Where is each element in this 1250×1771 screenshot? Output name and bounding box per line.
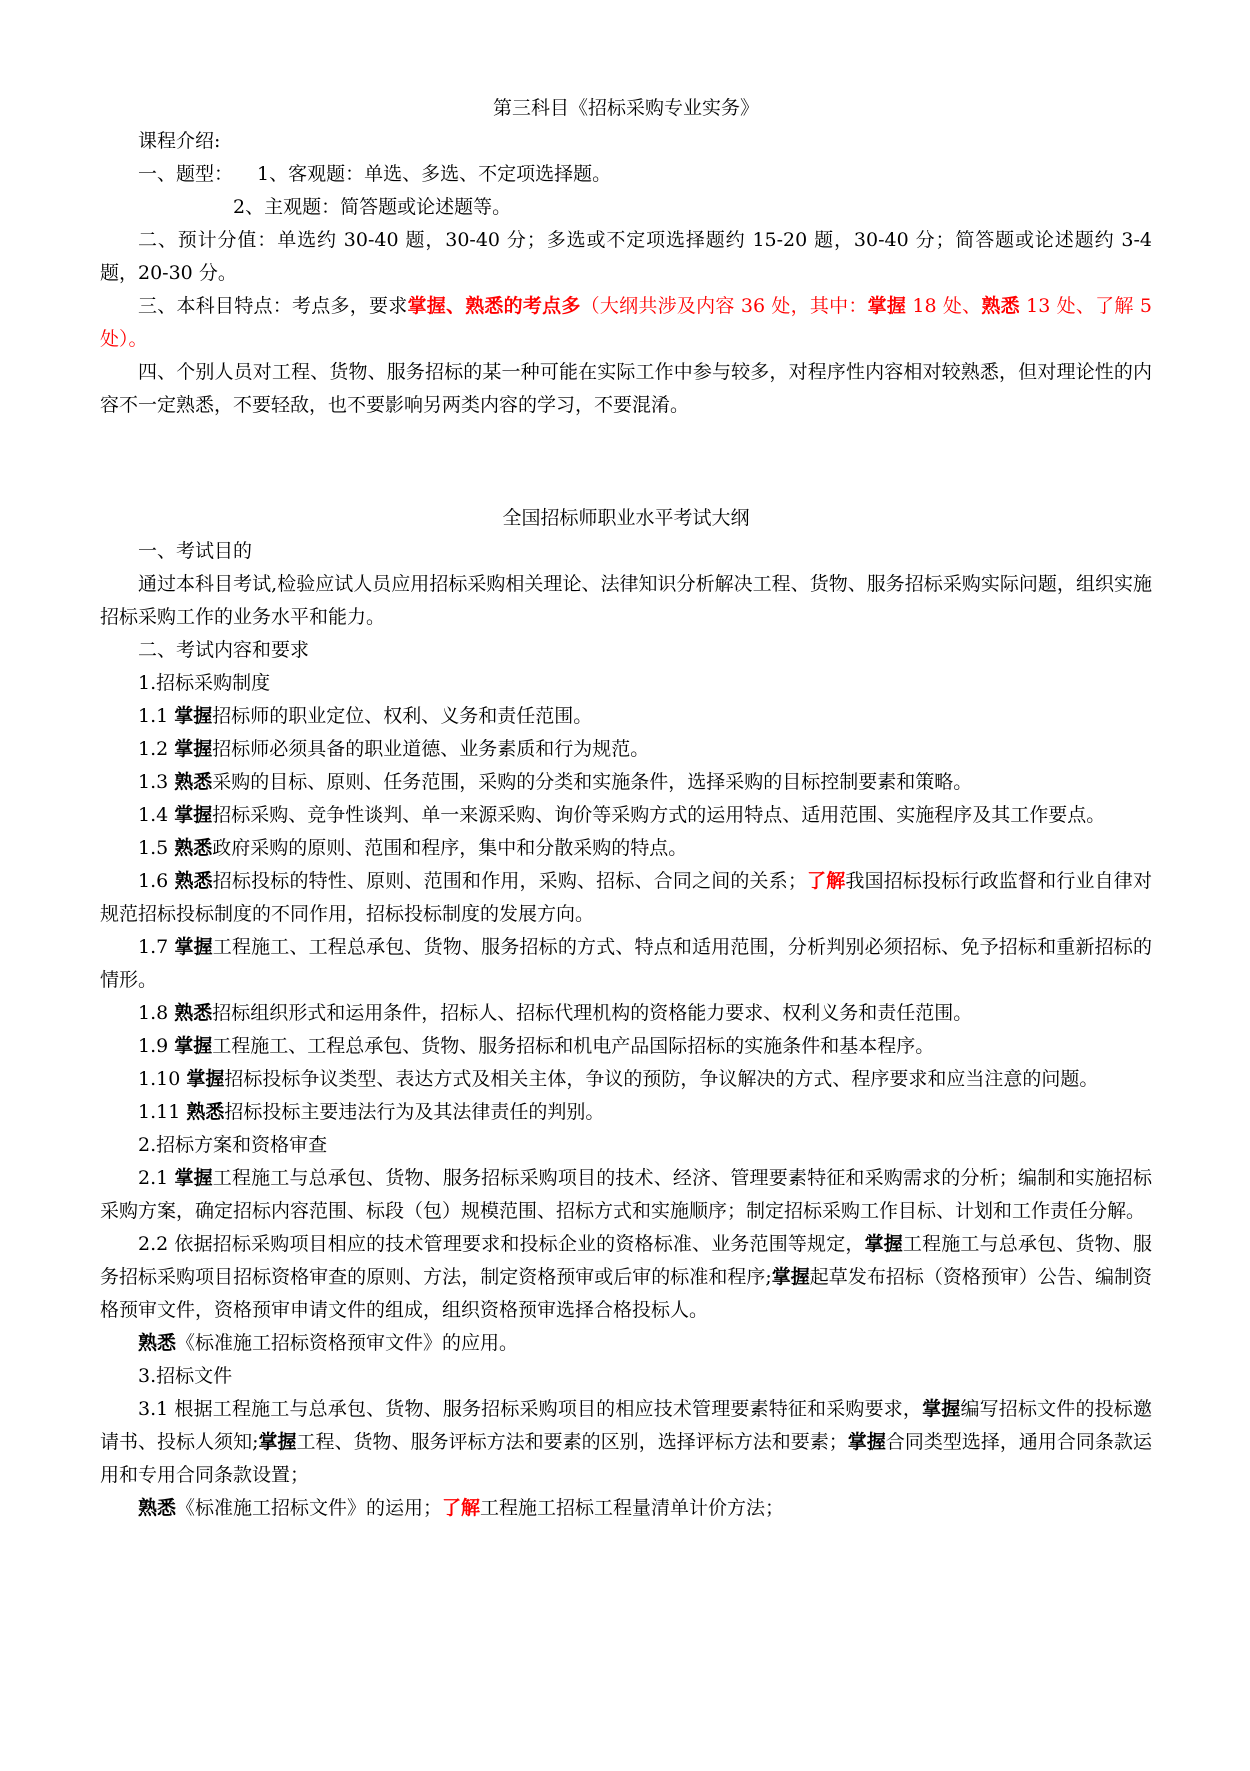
features-bold: 掌握、熟悉的考点多 — [407, 295, 581, 317]
item-number: 1.2 — [138, 738, 175, 760]
item-keyword: 掌握 — [174, 804, 213, 826]
section-heading: 一、考试目的 — [138, 540, 253, 562]
item-keyword: 掌握 — [864, 1233, 903, 1255]
outline-item — [100, 799, 1152, 832]
item-keyword: 熟悉 — [138, 1497, 177, 1519]
item-keyword: 掌握 — [174, 705, 213, 727]
outline-item — [100, 1162, 1152, 1228]
item-keyword: 熟悉 — [174, 870, 213, 892]
outline-item — [100, 865, 1152, 931]
item-text: 编写招标文件的投标邀请书、投标人须知; — [100, 1398, 1152, 1453]
item-number: 1.3 — [138, 771, 175, 793]
chapter-heading: 2.招标方案和资格审查 — [138, 1134, 328, 1156]
item-text: 工程施工、工程总承包、货物、服务招标和机电产品国际招标的实施条件和基本程序。 — [212, 1035, 935, 1057]
item-number: 1.6 — [138, 870, 175, 892]
item-text: 《标准施工招标文件》的运用； — [176, 1497, 443, 1519]
outline-item — [100, 832, 1152, 865]
score-distribution: 二、预计分值：单选约 30-40 题，30-40 分；多选或不定项选择题约 15-20 题，30-40 分；简答题或论述题约 3-4 题，20-30 分。 — [100, 229, 1152, 284]
outline-item — [100, 1228, 1152, 1327]
question-types-label: 一、题型： — [138, 163, 234, 185]
item-number: 1.8 — [138, 1002, 175, 1024]
outline-item — [100, 1393, 1152, 1492]
exam-purpose-text: 通过本科目考试,检验应试人员应用招标采购相关理论、法律知识分析解决工程、货物、服务招标采购实际问题，组织实施招标采购工作的业务水平和能力。 — [100, 573, 1152, 628]
item-keyword: 掌握 — [922, 1398, 961, 1420]
outline-item — [100, 1063, 1152, 1096]
item-text: 招标师的职业定位、权利、义务和责任范围。 — [212, 705, 593, 727]
features-red-3: 13 处、了解 5 处）。 — [100, 295, 1152, 350]
item-text: 2.2 依据招标采购项目相应的技术管理要求和投标企业的资格标准、业务范围等规定， — [138, 1233, 865, 1255]
outline-item — [100, 766, 1152, 799]
item-text: 招标投标争议类型、表达方式及相关主体，争议的预防，争议解决的方式、程序要求和应当注意的问题。 — [224, 1068, 1099, 1090]
item-text: 《标准施工招标资格预审文件》的应用。 — [176, 1332, 519, 1354]
item-keyword: 掌握 — [771, 1266, 810, 1288]
item-text: 政府采购的原则、范围和程序，集中和分散采购的特点。 — [212, 837, 688, 859]
item-number: 1.1 — [138, 705, 175, 727]
item-text: 招标采购、竞争性谈判、单一来源采购、询价等采购方式的运用特点、适用范围、实施程序及其工作要点。 — [212, 804, 1106, 826]
item-keyword: 掌握 — [174, 936, 213, 958]
outline-item — [100, 1096, 1152, 1129]
question-type-objective: 1、客观题：单选、多选、不定项选择题。 — [257, 163, 612, 185]
item-keyword: 熟悉 — [174, 837, 213, 859]
item-text: 招标师必须具备的职业道德、业务素质和行为规范。 — [212, 738, 650, 760]
item-keyword: 熟悉 — [174, 771, 213, 793]
outline-item — [100, 1030, 1152, 1063]
item-keyword-red: 了解 — [806, 870, 846, 892]
subject-features — [100, 290, 1152, 356]
item-keyword: 熟悉 — [174, 1002, 213, 1024]
item-text: 工程施工与总承包、货物、服务招标采购项目的技术、经济、管理要素特征和采购需求的分析；编制和实施招标采购方案，确定招标内容范围、标段（包）规模范围、招标方式和实施顺序；制定招标采购工作目标、计划和工作责任分解。 — [100, 1167, 1152, 1222]
item-text: 工程施工与总承包、货物、服务招标采购项目招标资格审查的原则、方法，制定资格预审或后审的标准和程序; — [100, 1233, 1152, 1288]
item-number: 1.10 — [138, 1068, 187, 1090]
item-keyword: 掌握 — [174, 1035, 213, 1057]
outline-item — [100, 733, 1152, 766]
item-text: 招标投标的特性、原则、范围和作用，采购、招标、合同之间的关系； — [212, 870, 807, 892]
item-number: 1.5 — [138, 837, 175, 859]
document-page — [100, 92, 1152, 1525]
item-keyword: 掌握 — [258, 1431, 297, 1453]
item-text: 合同类型选择，通用合同条款运用和专用合同条款设置； — [100, 1431, 1152, 1486]
outline-item — [100, 931, 1152, 997]
item-text: 招标投标主要违法行为及其法律责任的判别。 — [224, 1101, 605, 1123]
features-bold-2: 掌握 — [867, 295, 907, 317]
outline-item — [100, 1492, 1152, 1525]
item-number: 2.1 — [138, 1167, 175, 1189]
item-text: 工程施工招标工程量清单计价方法； — [480, 1497, 785, 1519]
item-keyword-red: 了解 — [442, 1497, 481, 1519]
item-text: 我国招标投标行政监督和行业自律对规范招标投标制度的不同作用，招标投标制度的发展方向。 — [100, 870, 1152, 925]
item-keyword: 掌握 — [174, 1167, 213, 1189]
outline-item — [100, 997, 1152, 1030]
item-number: 1.7 — [138, 936, 175, 958]
features-red-1: （大纲共涉及内容 36 处，其中： — [580, 295, 868, 317]
study-note: 四、个别人员对工程、货物、服务招标的某一种可能在实际工作中参与较多，对程序性内容相对较熟悉，但对理论性的内容不一定熟悉，不要轻敌，也不要影响另两类内容的学习，不要混淆。 — [100, 361, 1152, 416]
document-title: 第三科目《招标采购专业实务》 — [492, 97, 759, 119]
item-keyword: 熟悉 — [138, 1332, 177, 1354]
outline-item — [100, 700, 1152, 733]
features-red-2: 18 处、 — [906, 295, 982, 317]
item-number: 1.9 — [138, 1035, 175, 1057]
outline-item — [100, 1327, 1152, 1360]
section-heading: 二、考试内容和要求 — [138, 639, 310, 661]
item-text: 工程施工、工程总承包、货物、服务招标的方式、特点和适用范围，分析判别必须招标、免予招标和重新招标的情形。 — [100, 936, 1152, 991]
item-text: 3.1 根据工程施工与总承包、货物、服务招标采购项目的相应技术管理要素特征和采购要求， — [138, 1398, 923, 1420]
item-keyword: 掌握 — [186, 1068, 225, 1090]
features-bold-3: 熟悉 — [981, 295, 1020, 317]
chapter-heading: 1.招标采购制度 — [138, 672, 271, 694]
chapter-heading: 3.招标文件 — [138, 1365, 233, 1387]
item-keyword: 掌握 — [847, 1431, 886, 1453]
outline-title: 全国招标师职业水平考试大纲 — [502, 507, 750, 529]
features-prefix: 三、本科目特点：考点多，要求 — [138, 295, 408, 317]
item-text: 采购的目标、原则、任务范围，采购的分类和实施条件，选择采购的目标控制要素和策略。 — [212, 771, 973, 793]
item-text: 起草发布招标（资格预审）公告、编制资格预审文件，资格预审申请文件的组成，组织资格预审选择合格投标人。 — [100, 1266, 1152, 1321]
item-keyword: 熟悉 — [186, 1101, 225, 1123]
item-text: 招标组织形式和运用条件，招标人、招标代理机构的资格能力要求、权利义务和责任范围。 — [212, 1002, 973, 1024]
intro-label: 课程介绍: — [138, 130, 221, 152]
item-keyword: 掌握 — [174, 738, 213, 760]
item-number: 1.4 — [138, 804, 175, 826]
item-number: 1.11 — [138, 1101, 187, 1123]
question-types — [100, 158, 1152, 191]
question-type-subjective: 2、主观题：简答题或论述题等。 — [233, 196, 512, 218]
item-text: 工程、货物、服务评标方法和要素的区别，选择评标方法和要素； — [296, 1431, 848, 1453]
